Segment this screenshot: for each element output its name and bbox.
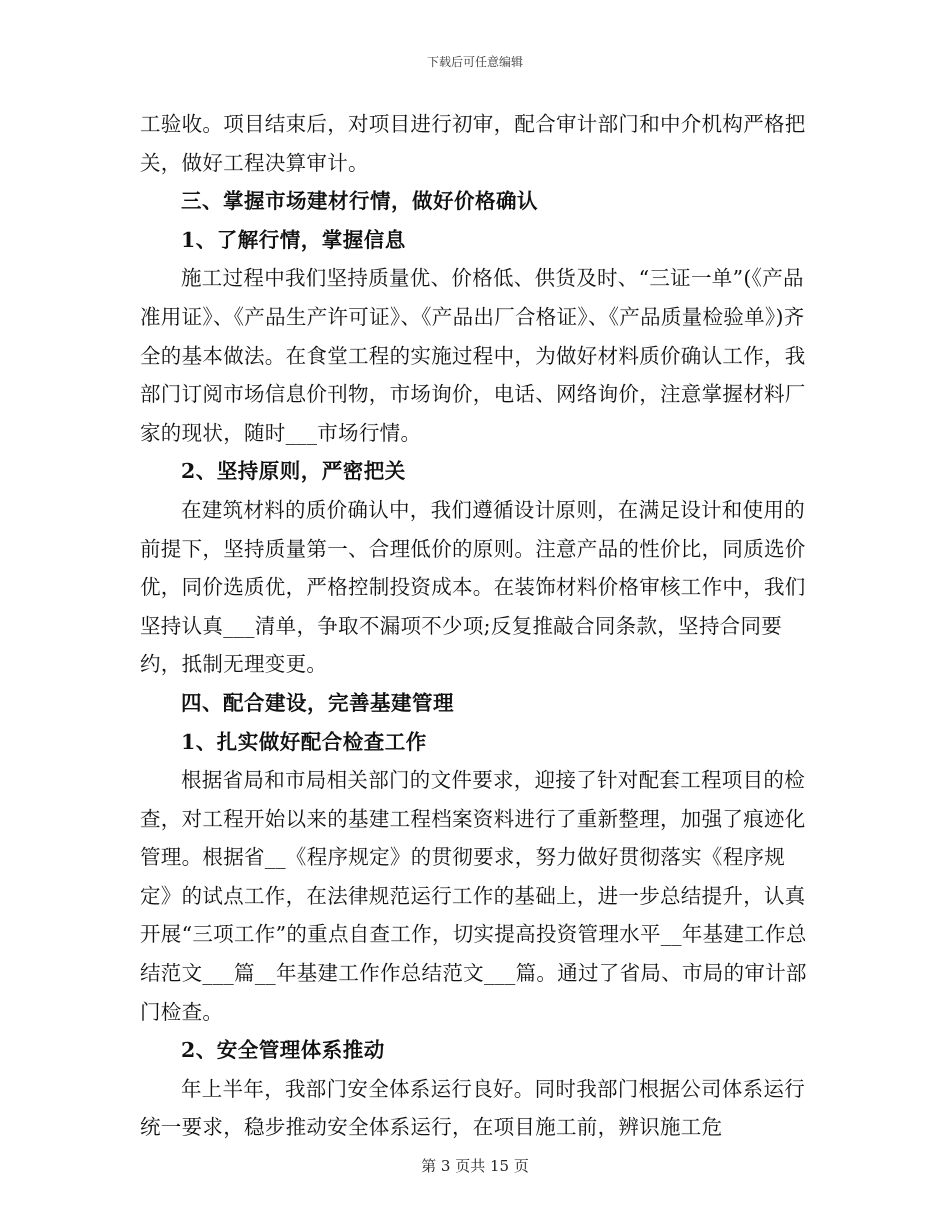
paragraph: 年上半年，我部门安全体系运行良好。同时我部门根据公司体系运行统一要求，稳步推动安全体系运行，在项目施工前，辨识施工危 [140,1076,805,1140]
paragraph: 施工过程中我们坚持质量优、价格低、供货及时、“三证一单”(《产品准用证》、《产品生产许可证》、《产品出厂合格证》、《产品质量检验单》)齐全的基本做法。在食堂工程的实施过程中，为做好材料质价确认工作，我部门订阅市场信息价刊物，市场询价，电话、网络询价，注意掌握材料厂家的现状，随时___市场行情。 [140,266,806,445]
document-body [140,105,812,1147]
subsection-heading: 2、安全管理体系推动 [181,1038,385,1063]
subsection-heading: 2、坚持原则，严密把关 [181,459,406,484]
subsection-heading: 1、了解行情，掌握信息 [181,227,406,252]
paragraph: 在建筑材料的质价确认中，我们遵循设计原则，在满足设计和使用的前提下，坚持质量第一、合理低价的原则。注意产品的性价比，同质选价优，同价选质优，严格控制投资成本。在装饰材料价格审核工作中，我们坚持认真___清单，争取不漏项不少项;反复推敲合同条款，坚持合同要约，抵制无理变更。 [140,497,806,677]
page-footer: 第 3 页共 15 页 [421,1157,529,1175]
paragraph-continuation: 工验收。项目结束后，对项目进行初审，配合审计部门和中介机构严格把关，做好工程决算审计。 [140,112,806,175]
section-heading: 三、掌握市场建材行情，做好价格确认 [181,189,538,214]
section-heading: 四、配合建设，完善基建管理 [181,690,454,715]
paragraph: 根据省局和市局相关部门的文件要求，迎接了针对配套工程项目的检查，对工程开始以来的基建工程档案资料进行了重新整理，加强了痕迹化管理。根据省__《程序规定》的贯彻要求，努力做好贯彻落实《程序规定》的试点工作，在法律规范运行工作的基础上，进一步总结提升，认真开展“三项工作”的重点自查工作，切实提高投资管理水平__年基建工作总结范文___篇__年基建工作作总结范文___篇。通过了省局、市局的审计部门检查。 [140,768,807,1024]
subsection-heading: 1、扎实做好配合检查工作 [181,729,427,754]
page-header: 下载后可任意编辑 [426,55,523,69]
